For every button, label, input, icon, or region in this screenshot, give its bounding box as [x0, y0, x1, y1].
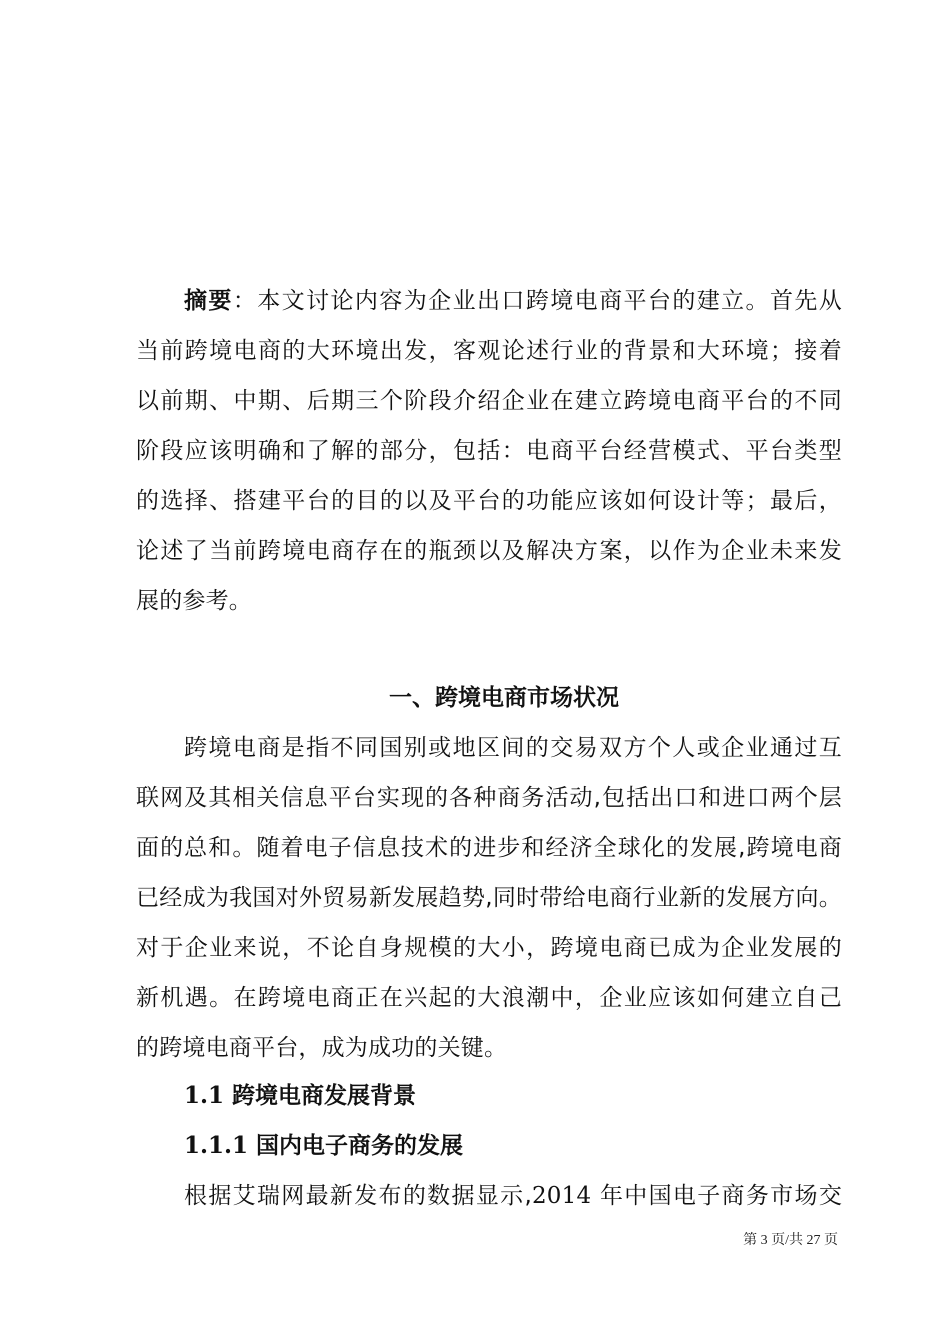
abstract-line: 当前跨境电商的大环境出发，客观论述行业的背景和大环境；接着 [136, 338, 842, 364]
paragraph-line: 对于企业来说，不论自身规模的大小，跨境电商已成为企业发展的 [136, 935, 842, 961]
paragraph-line: 的跨境电商平台，成为成功的关键。 [136, 1035, 508, 1061]
subsection-title: 跨境电商发展背景 [232, 1083, 417, 1109]
abstract-paragraph [136, 276, 842, 626]
line-year: 2014 [531, 1183, 592, 1209]
line-suffix: 年中国电子商务市场交 [599, 1183, 843, 1209]
subsubsection-number: 1.1.1 [184, 1132, 249, 1159]
paragraph-line: 面的总和。随着电子信息技术的进步和经济全球化的发展,跨境电商 [136, 835, 842, 861]
section-heading: 一、跨境电商市场状况 [389, 685, 619, 711]
abstract-line: 阶段应该明确和了解的部分，包括：电商平台经营模式、平台类型 [136, 438, 842, 464]
paragraph-line: 新机遇。在跨境电商正在兴起的大浪潮中，企业应该如何建立自己 [136, 985, 842, 1011]
paragraph-line: 已经成为我国对外贸易新发展趋势,同时带给电商行业新的发展方向。 [136, 885, 842, 911]
subsection-heading [184, 1071, 416, 1121]
paragraph-line [136, 1171, 842, 1221]
abstract-line: 展的参考。 [136, 588, 252, 614]
subsubsection-paragraph [136, 1171, 842, 1221]
section-paragraph [136, 723, 842, 1073]
page-footer: 第 3 页/共 27 页 [743, 1233, 838, 1248]
paragraph-line: 联网及其相关信息平台实现的各种商务活动,包括出口和进口两个层 [136, 785, 842, 811]
abstract-label: 摘要 [184, 288, 233, 314]
abstract-line [136, 276, 842, 326]
subsubsection-heading [184, 1121, 463, 1171]
abstract-line: 的选择、搭建平台的目的以及平台的功能应该如何设计等；最后， [136, 488, 842, 514]
subsection-number: 1.1 [184, 1082, 225, 1109]
abstract-line: 以前期、中期、后期三个阶段介绍企业在建立跨境电商平台的不同 [136, 388, 842, 414]
subsubsection-title: 国内电子商务的发展 [256, 1133, 464, 1159]
paragraph-line: 跨境电商是指不同国别或地区间的交易双方个人或企业通过互 [184, 735, 842, 761]
abstract-line: 论述了当前跨境电商存在的瓶颈以及解决方案，以作为企业未来发 [136, 538, 842, 564]
abstract-line-text: ：本文讨论内容为企业出口跨境电商平台的建立。首先从 [232, 288, 843, 314]
line-prefix: 根据艾瑞网最新发布的数据显示, [184, 1183, 532, 1209]
